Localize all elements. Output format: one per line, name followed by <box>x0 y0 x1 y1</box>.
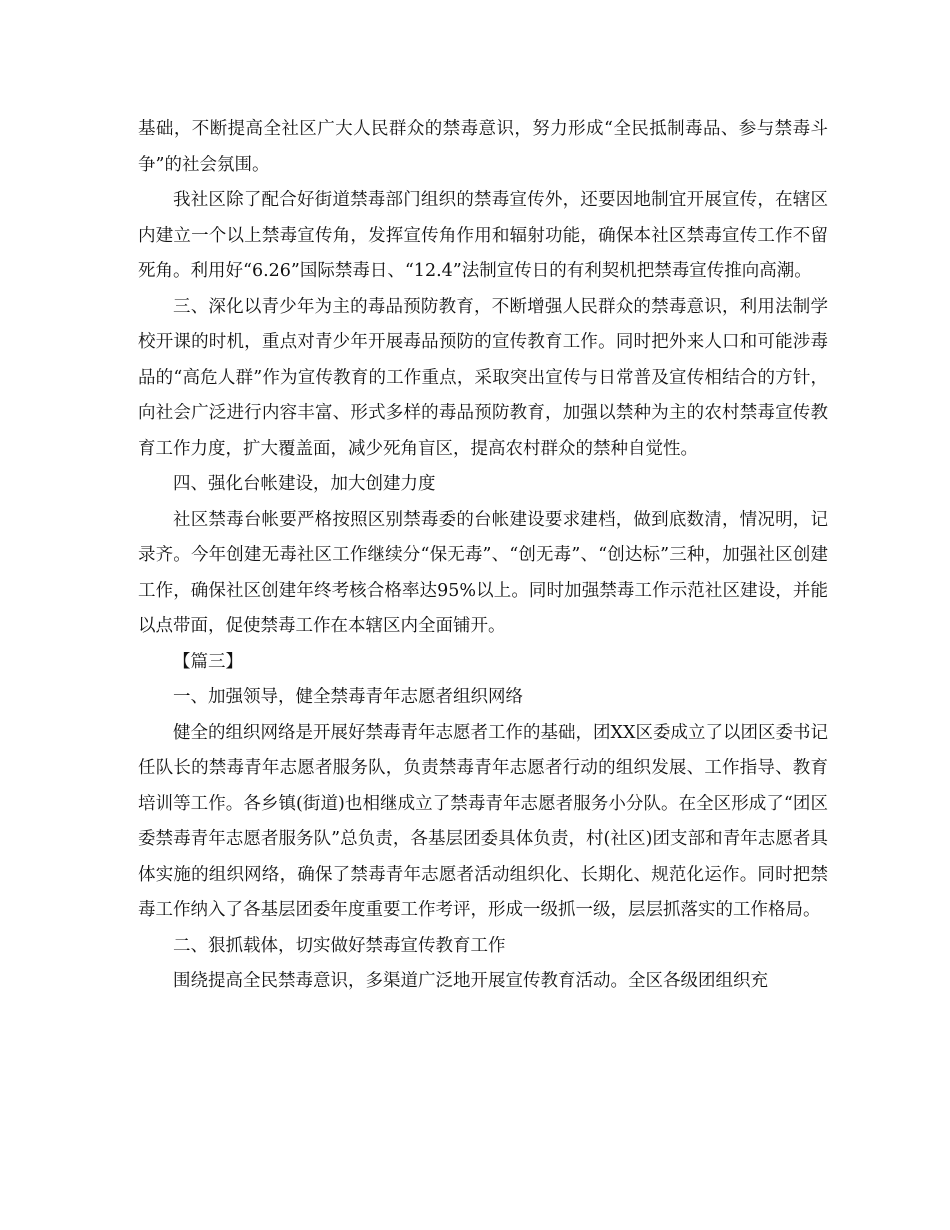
paragraph-youth-prevention: 三、深化以青少年为主的毒品预防教育，不断增强人民群众的禁毒意识，利用法制学校开课的时机，重点对青少年开展毒品预防的宣传教育工作。同时把外来人口和可能涉毒品的“高危人群”作为宣传教育的工作重点，采取突出宣传与日常普及宣传相结合的方针，向社会广泛进行内容丰富、形式多样的毒品预防教育，加强以禁种为主的农村禁毒宣传教育工作力度，扩大覆盖面，减少死角盲区，提高农村群众的禁种自觉性。 <box>138 296 828 459</box>
paragraph-community-publicity: 我社区除了配合好街道禁毒部门组织的禁毒宣传外，还要因地制宜开展宣传，在辖区内建立一个以上禁毒宣传角，发挥宣传角作用和辐射功能，确保本社区禁毒宣传工作不留死角。利用好“6.26”国际禁毒日、“12.4”法制宣传日的有利契机把禁毒宣传推向高潮。 <box>138 190 828 281</box>
heading-strengthen-leadership: 一、加强领导，健全禁毒青年志愿者组织网络 <box>173 687 523 707</box>
paragraph-organization-network: 健全的组织网络是开展好禁毒青年志愿者工作的基础，团XX区委成立了以团区委书记任队长的禁毒青年志愿者服务队，负责禁毒青年志愿者行动的组织发展、工作指导、教育培训等工作。各乡镇(街道)也相继成立了禁毒青年志愿者服务小分队。在全区形成了“团区委禁毒青年志愿者服务队”总负责，各基层团委具体负责，村(社区)团支部和青年志愿者具体实施的组织网络，确保了禁毒青年志愿者活动组织化、长期化、规范化运作。同时把禁毒工作纳入了各基层团委年度重要工作考评，形成一级抓一级，层层抓落实的工作格局。 <box>138 722 828 920</box>
paragraph-continuation: 基础，不断提高全社区广大人民群众的禁毒意识，努力形成“全民抵制毒品、参与禁毒斗争”的社会氛围。 <box>138 119 828 175</box>
paragraph-publicity-activities: 围绕提高全民禁毒意识，多渠道广泛地开展宣传教育活动。全区各级团组织充 <box>173 971 768 991</box>
heading-publicity-education: 二、狠抓载体，切实做好禁毒宣传教育工作 <box>173 935 506 956</box>
document-body <box>138 112 828 1000</box>
heading-ledger-construction: 四、强化台帐建设，加大创建力度 <box>173 474 436 494</box>
paragraph-ledger-details: 社区禁毒台帐要严格按照区别禁毒委的台帐建设要求建档，做到底数清，情况明，记录齐。今年创建无毒社区工作继续分“保无毒”、“创无毒”、“创达标”三种，加强社区创建工作，确保社区创建年终考核合格率达95%以上。同时加强禁毒工作示范社区建设，并能以点带面，促使禁毒工作在本辖区内全面铺开。 <box>138 509 828 636</box>
section-label-part-three: 【篇三】 <box>173 651 243 672</box>
